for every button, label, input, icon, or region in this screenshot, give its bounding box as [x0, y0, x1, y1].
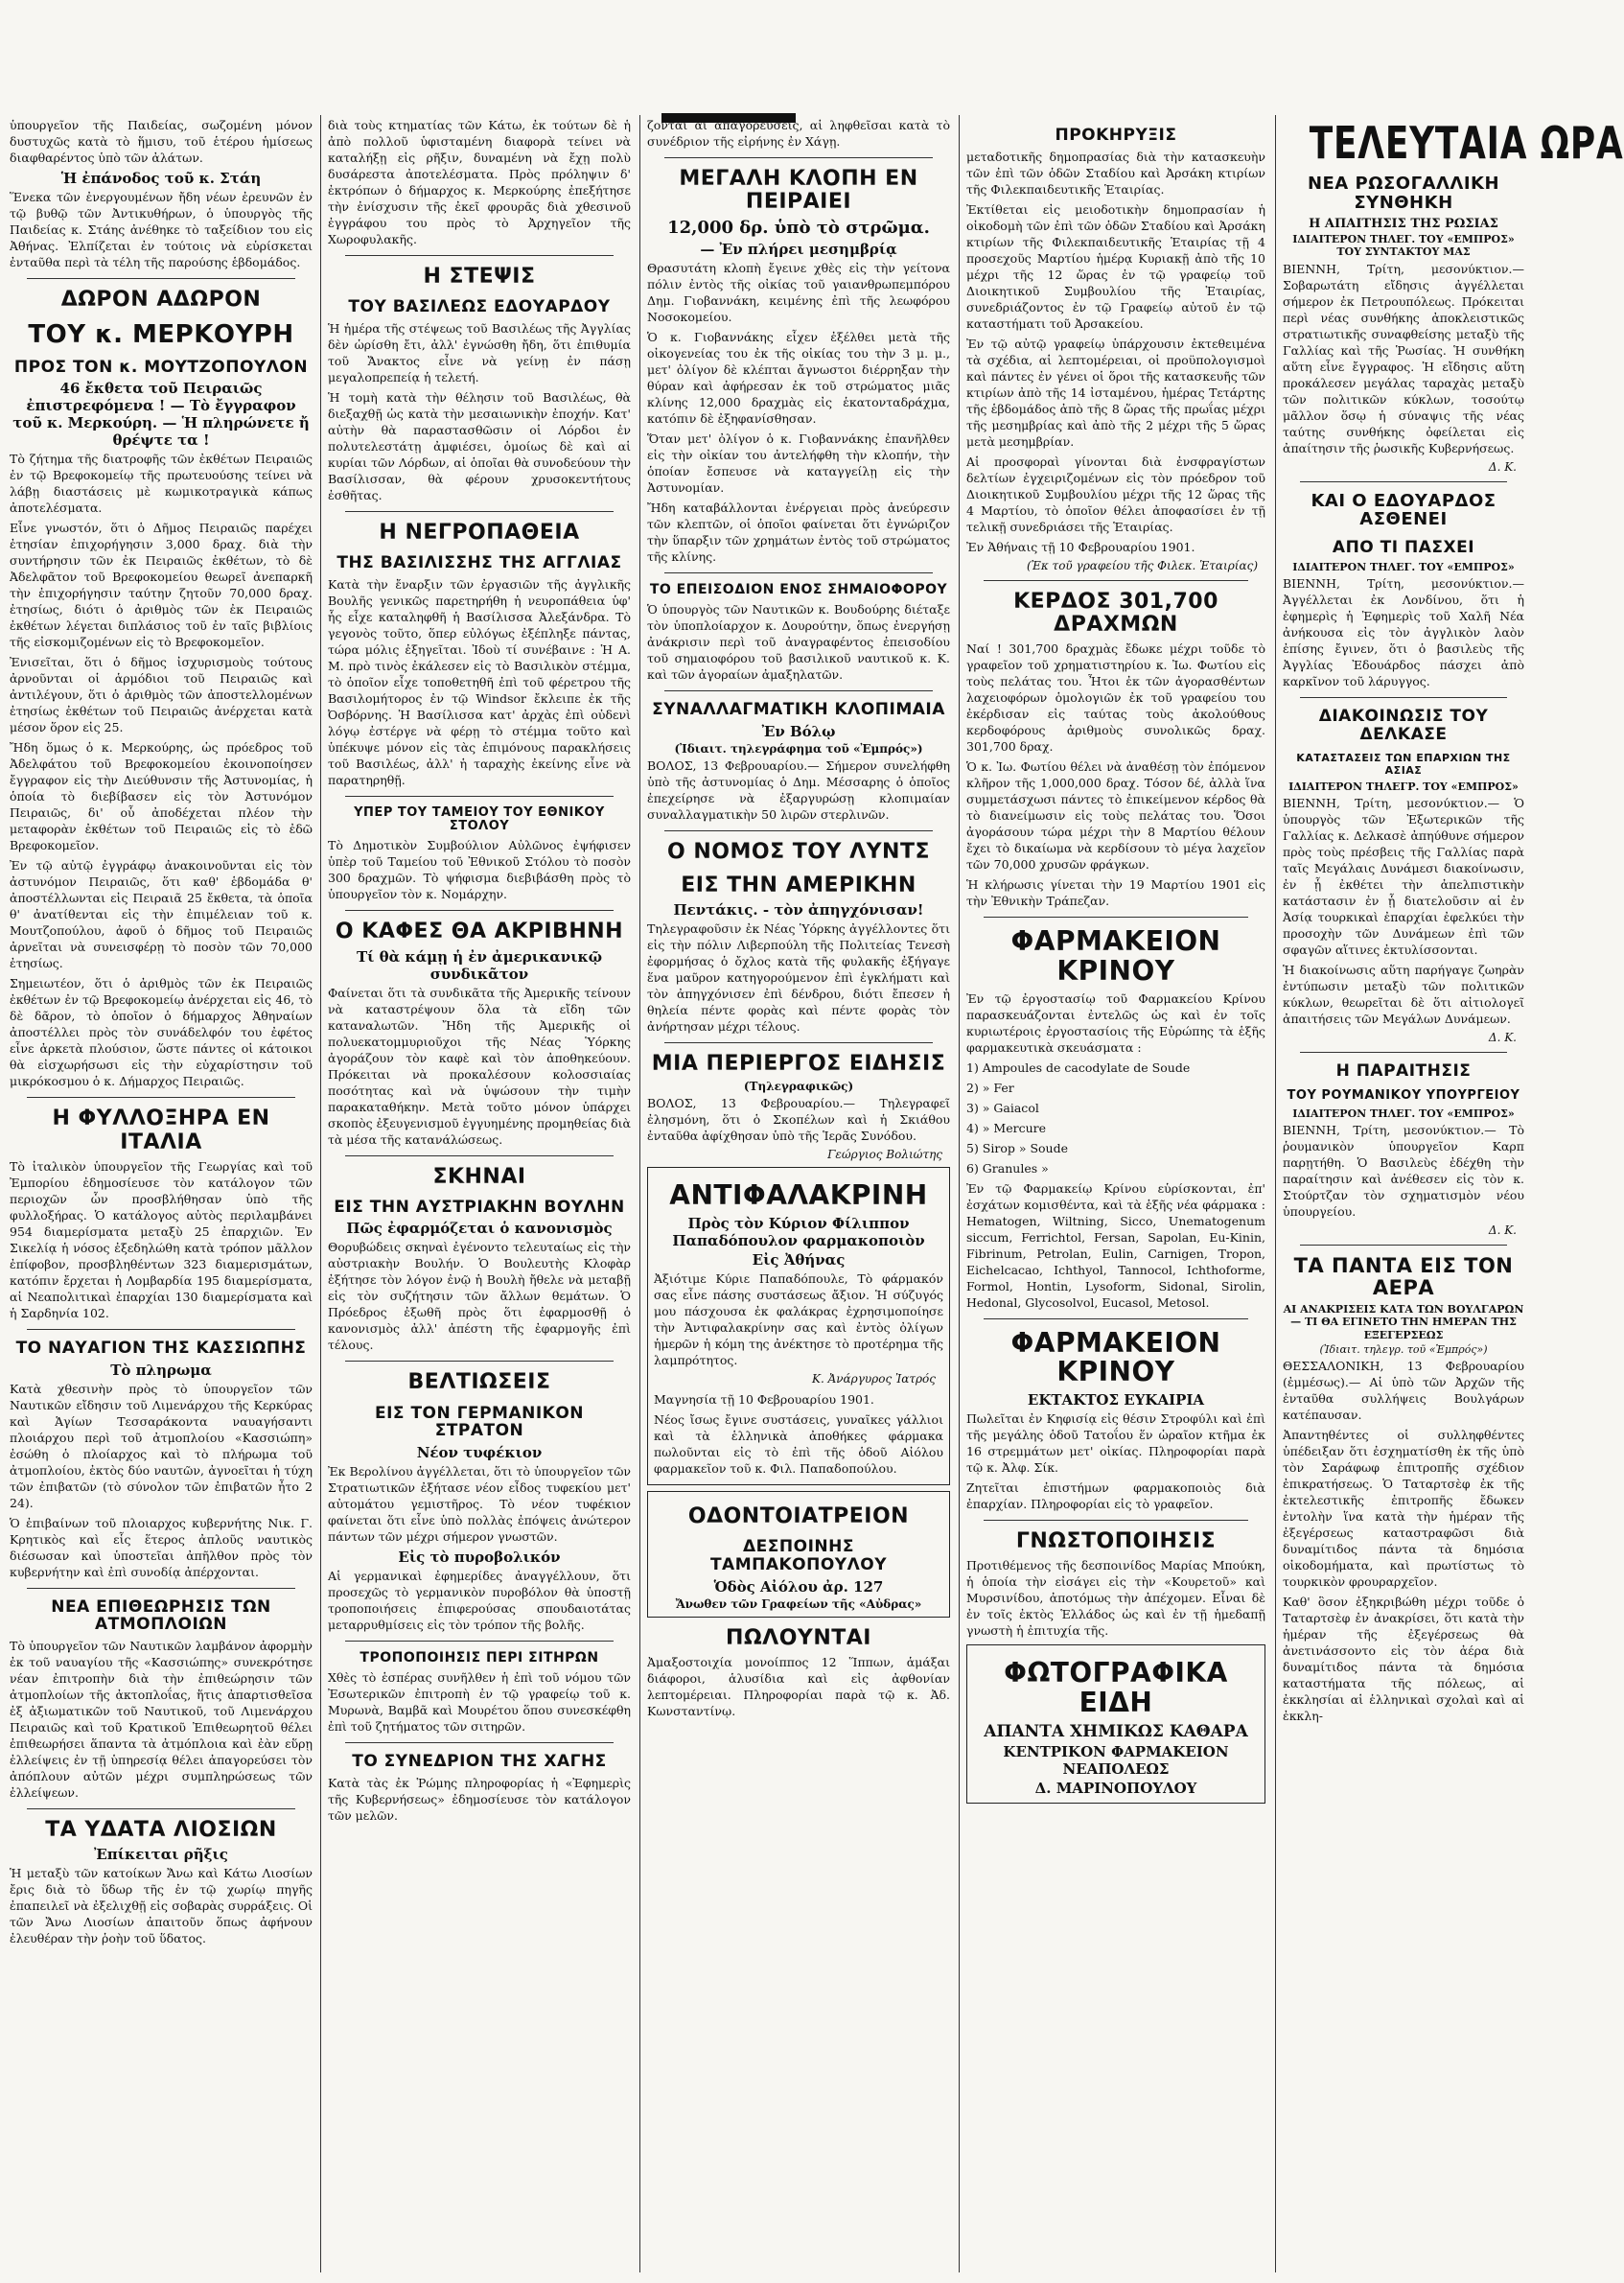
- headline: ΝΕΑ ΡΩΣΟΓΑΛΛΙΚΗ ΣΥΝΘΗΚΗ: [1307, 174, 1500, 213]
- article-body: Ἐκ Βερολίνου ἀγγέλλεται, ὅτι τὸ ὑπουργεῖον τῶν Στρατιωτικῶν ἐξήτασε νέον εἶδος τυφεκίου μετ' αὐτομάτου γεμιστῆρος. Τὸ νέον τυφέκιον φαίνεται ὅτι εἶνε ὑπὸ πολλὰς ἐπόψεις ἀνώτερον πάντων τῶν μέχρι σήμερον γνωστῶν.: [328, 1463, 631, 1544]
- subheadline: Ἐν Βόλῳ: [761, 723, 836, 741]
- advertisement: [647, 1167, 950, 1485]
- article-body: Τὸ ζήτημα τῆς διατροφῆς τῶν ἐκθέτων Πειραιῶς ἐν τῷ Βρεφοκομείῳ τῆς πρωτευούσης τείνει νὰ λάβῃ διαστάσεις μὲ κωμικοτραγικὰ κάπως ἀποτελέσματα.: [10, 452, 313, 516]
- article-continuation: ὑπουργεῖον τῆς Παιδείας, σωζομένη μόνον δυστυχῶς κατὰ τὸ ἥμισυ, τοῦ ἑτέρου ἡμίσεως διαφθαρέντος ὑπὸ τῶν ἀλάτων.: [10, 118, 313, 165]
- article-body: Ἡ μεταξὺ τῶν κατοίκων Ἄνω καὶ Κάτω Λιοσίων ἔρις διὰ τὸ ὕδωρ τῆς ἐν τῷ χωρίῳ πηγῆς ἐπαπειλεῖ νὰ ἐξελιχθῇ εἰς σοβαρὰς συρράξεις. Οἱ τῶν Ἄνω Λιοσίων ἀπαιτοῦν ὅπως ἀφήνουν ἐλευθέραν τὴν ῥοὴν τοῦ ὕδατος.: [10, 1866, 313, 1946]
- article-body: Θρασυτάτη κλοπὴ ἔγεινε χθὲς εἰς τὴν γείτονα πόλιν ἐντὸς τῆς οἰκίας τοῦ γαιανθρωπεμπόρου Δημ. Γιοβαννάκη, κειμένης ἐπὶ τῆς λεωφόρου Νοσοκομείου.: [647, 260, 950, 324]
- product-list: [966, 1060, 1265, 1176]
- dateline: Ἐν Ἀθήναις τῇ 10 Φεβρουαρίου 1901.: [966, 539, 1195, 554]
- subheadline: Πῶς ἐφαρμόζεται ὁ κανονισμὸς: [346, 1220, 613, 1238]
- article-body: Ὁ κ. Ἰω. Φωτίου θέλει νὰ ἀναθέσῃ τὸν ἐπόμενον κλῆρον τῆς 1,000,000 δραχ. Τόσον δέ, ἀλλὰ ἵνα συμμετάσχωσι πάντες τὸ ἐπικείμενον κέρδος θὰ τὸ διανείμωσιν εἰς τοὺς πελάτας του. Ὅσοι ἀγοράσουν τώρα μέχρι τὴν 8 Μαρτίου θέλουν ἔχει τὸ δικαίωμα νὰ κερδίσουν τὸ μέγα λαχεῖον τῶν 70,000 χρυσῶν φράγκων.: [966, 759, 1265, 873]
- headline: ΔΕΣΠΟΙΝΗΣ ΤΑΜΠΑΚΟΠΟΥΛΟΥ: [709, 1537, 888, 1575]
- subheadline: ΙΔΙΑΙΤΕΡΟΝ ΤΗΛΕΓ. ΤΟΥ «ΕΜΠΡΟΣ»: [1292, 1107, 1515, 1120]
- headline: ΤΟ ΝΑΥΑΓΙΟΝ ΤΗΣ ΚΑΣΣΙΩΠΗΣ: [15, 1338, 307, 1358]
- column-1: [10, 117, 313, 1950]
- signature: Δ. Κ.: [1488, 1030, 1517, 1044]
- headline: ΤΕΛΕΥΤΑΙΑ ΩΡΑ: [1309, 117, 1624, 169]
- headline: ΜΕΓΑΛΗ ΚΛΟΠΗ ΕΝ ΠΕΙΡΑΙΕΙ: [679, 167, 918, 215]
- article-body: Ἐν τῷ αὐτῷ ἐγγράφῳ ἀνακοινοῦνται εἰς τὸν ἀστυνόμον Πειραιῶς, ὅτι καθ' ἑβδομάδα θ' ἀποστέλλωνται εἰς Πειραιᾶ 25 ἔκθετα, τὰ ὁποῖα θ' ἀνατίθενται εἰς τὴν ἐπιμέλειαν τοῦ κ. Μουτζοπούλου, ἀφοῦ ὁ δῆμος τοῦ Πειραιῶς ἀρνεῖται νὰ συνεισφέρῃ τὸ ποσὸν τῶν 70,000 ἐτησίως.: [10, 858, 313, 971]
- article-body: Νέος ἴσως ἔγινε συστάσεις, γυναῖκες γάλλιοι καὶ τὰ ἑλληνικὰ ἀποθήκες φάρμακα πωλοῦνται εἰς τὸ ἐπὶ τῆς ὁδοῦ Αἰόλου φαρμακεῖον τοῦ κ. Φιλ. Παπαδοπούλου.: [654, 1412, 943, 1477]
- headline: ΣΥΝΑΛΛΑΓΜΑΤΙΚΗ ΚΛΟΠΙΜΑΙΑ: [652, 700, 945, 720]
- headline: ΤΟ ΣΥΝΕΔΡΙΟΝ ΤΗΣ ΧΑΓΗΣ: [352, 1752, 607, 1772]
- subheadline: Η ΑΠΑΙΤΗΣΙΣ ΤΗΣ ΡΩΣΙΑΣ: [1309, 216, 1498, 231]
- subheadline: Τί θὰ κάμῃ ἡ ἐν ἀμερικανικῷ συνδικᾶτον: [356, 947, 603, 983]
- subheadline: Τὸ πληρωμα: [110, 1361, 212, 1379]
- signature: Δ. Κ.: [1488, 1223, 1517, 1237]
- headline: ΓΝΩΣΤΟΠΟΙΗΣΙΣ: [1015, 1529, 1217, 1554]
- article-body: Ἀμαξοστοιχία μονοίππος 12 Ἵππων, ἁμάξαι διάφοροι, ἁλυσίδια καὶ εἰς ἀφθονίαν λεπτομέρειαι. Πληροφορίαι παρὰ τῷ κ. Ἀδ. Κωνσταντίνῳ.: [647, 1655, 950, 1719]
- article-body: ΒΟΛΟΣ, 13 Φεβρουαρίου.— Τηλεγραφεῖ ἐλησμόνη, ὅτι ὁ Σκοπέλων καὶ ἡ Σκιάθου ἐνταῦθα ἀφίχθησαν ὑπὸ τῆς Ἱερᾶς Συνόδου.: [647, 1096, 950, 1144]
- headline: Η ΠΑΡΑΙΤΗΣΙΣ: [1335, 1060, 1472, 1081]
- article-body: ΒΙΕΝΝΗ, Τρίτη, μεσονύκτιον.— Σοβαρωτάτη εἴδησις ἀγγέλλεται σήμερον ἐκ Πετρουπόλεως. Πρόκειται περὶ νέας συνθήκης ἀποκλειστικῶς στρατιωτικῆς συναφθείσης μεταξὺ τῆς Γαλλίας καὶ τῆς Ῥωσίας. Ἡ συνθήκη αὕτη εἶνε ἔγγραφος. Ἡ εἴδησις αὕτη προκάλεσεν μεγάλας ταραχὰς μεταξὺ τῶν πολιτικῶν κύκλων, τοσούτῳ μᾶλλον ὅσῳ ἡ σύναψις τῆς νέας ταύτης συνθήκης ὀφείλεται εἰς ἀπαίτησιν τῆς ῥωσικῆς Κυβερνήσεως.: [1283, 261, 1524, 455]
- article-body: Προτιθέμενος τῆς δεσποινίδος Μαρίας Μπούκη, ἡ ὁποία τὴν εἰσάγει εἰς τὴν «Κουρετοῦ» καὶ Μυρσινίδου, ἀποτόμως τὴν ἀπέχομεν. Εἶναι δὲ ἐν τοῖς ἐκτὸς Ἑλλάδος ὡς καὶ ἐν τῇ ἡμεδαπῇ γνωστὴ ἡ ἐπιτυχία τῆς.: [966, 1558, 1265, 1639]
- article-body: Ἐν τῷ Φαρμακείῳ Κρίνου εὑρίσκονται, ἐπ' ἐσχάτων κομισθέντα, καὶ τὰ ἑξῆς νέα φάρμακα : Hematogen, Wiltning, Sicco, Unematogenum siccum, Ferrichtol, Fersan, Sapolan, Eu-Kinin, Fibrinum, Petrolan, Eulin, Carnigen, Tropon, Eichelcacao, Ichthyol, Tannocol, Ichthoforme, Formol, Hontin, Lysoform, Sidonal, Sirolin, Hedonal, Glycosolvol, Eucasol, Metosol.: [966, 1180, 1265, 1310]
- column-4: [966, 117, 1265, 1809]
- headline: ΤΡΟΠΟΠΟΙΗΣΙΣ ΠΕΡΙ ΣΙΤΗΡΩΝ: [360, 1649, 599, 1666]
- list-item: 3) » Gaiacol: [966, 1100, 1039, 1115]
- subheadline: 46 ἔκθετα τοῦ Πειραιῶς ἐπιστρεφόμενα ! — Τὸ ἔγγραφον τοῦ κ. Μερκούρη. — Ἡ πληρώνετε ἤ θρέψτε τα !: [12, 380, 310, 450]
- subheadline: (Τηλεγραφικῶς): [743, 1080, 854, 1093]
- headline: ΦΑΡΜΑΚΕΙΟΝ ΚΡΙΝΟΥ: [1010, 925, 1221, 987]
- headline: ΜΙΑ ΠΕΡΙΕΡΓΟΣ ΕΙΔΗΣΙΣ: [651, 1051, 946, 1076]
- column-divider: [959, 115, 960, 2272]
- article-body: Ὁ ὑπουργὸς τῶν Ναυτικῶν κ. Βουδούρης διέταξε τὸν ὑποπλοίαρχον κ. Δουρούτην, ὅπως ἐνεργήσῃ ἀνάκρισιν περὶ τοῦ ἀναγραφέντος ἐπεισοδίου τοῦ σημαιοφόρου τοῦ βασιλικοῦ ναυτικοῦ κ. Κ. καὶ τῶν ἀγοραίων ἀμαξηλατῶν.: [647, 602, 950, 683]
- subheadline: 12,000 δρ. ὑπὸ τὸ στρῶμα.: [667, 218, 930, 239]
- article-continuation: ζονται αἱ ἀπαγορεύσεις, αἱ ληφθεῖσαι κατὰ τὸ συνέδριον τῆς εἰρήνης ἐν Χάγῃ.: [647, 118, 950, 149]
- subheadline: Ἄνωθεν τῶν Γραφείων τῆς «Αὐδρας»: [675, 1596, 922, 1611]
- headline: ΤΗΣ ΒΑΣΙΛΙΣΣΗΣ ΤΗΣ ΑΓΓΛΙΑΣ: [336, 553, 622, 573]
- article-body: Ἀξιότιμε Κύριε Παπαδόπουλε, Τὸ φάρμακόν σας εἶνε πάσης συστάσεως ἄξιον. Ἡ σύζυγός μου πάσχουσα ἐκ φαλάκρας ἐχρησιμοποίησε τὴν Ἀντιφαλακρίνην σας καὶ ἐντὸς ὀλίγων ἡμερῶν ἡ κόμη της ἀνέκτησε τὸ προτέρημα τῆς λαμπρότητος.: [654, 1271, 943, 1368]
- headline: ΕΙΣ ΤΗΝ ΑΜΕΡΙΚΗΝ: [681, 873, 916, 897]
- article-body: Ὁ κ. Γιοβαννάκης εἶχεν ἐξέλθει μετὰ τῆς οἰκογενείας του ἐκ τῆς οἰκίας του τὴν 3 μ. μ., μετ' ὀλίγον δὲ κλέπται ἄγνωστοι διέρρηξαν τὴν θύραν καὶ ἀφήρεσαν ἐκ τοῦ στρώματος μιᾶς κλίνης 12,000 δραχμὰς εἰς ἑκατονταδράχμα, κατόπιν δὲ ἐξηφανίσθησαν.: [647, 329, 950, 426]
- article-body: Ναί ! 301,700 δραχμὰς ἔδωκε μέχρι τοῦδε τὸ γραφεῖον τοῦ χρηματιστηρίου κ. Ἰω. Φωτίου εἰς τοὺς πελάτας του. Ἦτοι ἐκ τῶν ἀγορασθέντων λαχειοφόρων ὁμολογιῶν ἐκ τοῦ γραφείου του ἐκέρδισαν εἰς ταύτας τοὺς ἀκολούθους κερδοφόρους ἀριθμοὺς συνολικῶς δραχ. 301,700 δραχ.: [966, 641, 1265, 755]
- article-body: Ἡ διακοίνωσις αὕτη παρήγαγε ζωηρὰν ἐντύπωσιν μεταξὺ τῶν πολιτικῶν κύκλων, θεωρεῖται δὲ ὅτι αἰτιολογεῖ ἀπαιτήσεις τῶν Μεγάλων Δυνάμεων.: [1283, 962, 1524, 1026]
- list-item: 5) Sirop » Soude: [966, 1140, 1068, 1155]
- subheadline: Δ. ΜΑΡΙΝΟΠΟΥΛΟΥ: [1034, 1780, 1197, 1798]
- article-body: Ἐν τῷ αὐτῷ γραφείῳ ὑπάρχουσιν ἐκτεθειμένα τὰ σχέδια, αἱ λεπτομέρειαι, οἱ προϋπολογισμοὶ καὶ πάντες ἐν γένει οἱ ὅροι τῆς κατασκευῆς τῶν κτιρίων ἀπὸ τῆς 14 ἰσταμένου, ἡμέρας Τετάρτης τῆς ἑβδομάδος ἀπὸ τῆς 8 ὥρας τῆς πρωΐας μέχρι τῆς μεσημβρίας καὶ ἀπὸ τῆς 2 μέχρι τῆς 5 ὥρας μετὰ μεσημβρίαν.: [966, 336, 1265, 449]
- article-body: Ἐνισεῖται, ὅτι ὁ δῆμος ἰσχυρισμοὺς τούτους ἀρνοῦνται οἱ ἁρμόδιοι τοῦ Πειραιῶς καὶ ἀντιλέγουν, ὅτι ὁ ἀριθμὸς τῶν ἀποστελλομένων ἐτησίως ἐκθέτων τοῦ Πειραιῶς ἀνέρχεται κατὰ μέσον ὅρον εἰς 25.: [10, 655, 313, 735]
- section-title: Ἡ ἐπάνοδος τοῦ κ. Στάη: [60, 170, 262, 187]
- article-body: Φαίνεται ὅτι τὰ συνδικᾶτα τῆς Ἀμερικῆς τείνουν νὰ καταστρέψουν ὅλα τὰ εἴδη τῶν καταναλωτῶν. Ἤδη τῆς Ἀμερικῆς οἱ πολυεκατομμυριοῦχοι τῆς Νέας Ὑόρκης ἀγοράζουν τὸν καφὲ καὶ τὸν ἀποθηκεύουν. Πρόκειται νὰ προκαλέσουν κολοσσιαίας ποσότητας καὶ νὰ ὑψώσουν τὴν τιμὴν παρακαταθήκην. Μετὰ τοῦτο μόνον ὑπάρχει σκοπὸς ἐξευγενισμοῦ ἐγγυημένης προμηθείας διὰ τὰ μέσα τῆς κατανάλώσεως.: [328, 985, 631, 1147]
- headline: ΦΑΡΜΑΚΕΙΟΝ ΚΡΙΝΟΥ: [1010, 1326, 1221, 1388]
- article-body: ΘΕΣΣΑΛΟΝΙΚΗ, 13 Φεβρουαρίου (ἐμμέσως).— Αἱ ὑπὸ τῶν Ἀρχῶν τῆς ἐνταῦθα συλλήψεις Βουλγάρων κατέπαυσαν.: [1283, 1358, 1524, 1422]
- article-body: Ἀπαντηθέντες οἱ συλληφθέντες ὑπέδειξαν ὅτι ἐσχηματίσθη ἐκ τῆς ὑπὸ τὸν Σαράφωφ ἐπιτροπῆς σχέδιον ἐπικρατήσεως. Ὁ Ταταρτσὲφ ἐκ τῆς ἐκτελεστικῆς ἐπιτροπῆς ἔδωκεν ἐντολὴν ἵνα κατὰ τὴν ἡμέραν τῆς ἐξεγέρσεως καταστραφῶσι διὰ δυναμίτιδος πάντα τὰ δημόσια οἰκοδομήματα, καὶ πρωτίστως τὸ τουρκικὸν φρουραρχεῖον.: [1283, 1427, 1524, 1589]
- article-body: Καθ' ὃσον ἐξηκριβώθη μέχρι τοῦδε ὁ Ταταρτσὲφ ἐν ἀνακρίσει, ὅτι κατὰ τὴν ἡμέραν τῆς ἐξεγέρσεως θὰ ἀνετινάσσοντο εἰς τὸν ἀέρα διὰ δυναμίτιδος πάντα τὰ δημόσια καταστήματα τῆς πόλεως, αἱ ἐκκλησίαι αἱ ἑλληνικαὶ σχολαὶ καὶ αἱ ἐκκλη-: [1283, 1594, 1524, 1723]
- headline: Ο ΚΑΦΕΣ ΘΑ ΑΚΡΙΒΗΝΗ: [335, 920, 624, 944]
- article-body: ΒΙΕΝΝΗ, Τρίτη, μεσονύκτιον.— Ὁ ὑπουργὸς τῶν Ἐξωτερικῶν τῆς Γαλλίας κ. Δελκασὲ ἀπηύθυνε σήμερον πρὸς τοὺς πρέσβεις τῆς Γαλλίας παρὰ ταῖς Μεγάλαις Δυνάμεσι διακοίνωσιν, ἐν ᾗ ἐκθέτει τὴν ἀπελπιστικὴν κατάστασιν ἐν ᾗ διατελοῦσιν αἱ ἐν Ἀσίᾳ τουρκικαὶ ἐπαρχίαι ἐφελκύει τὴν προσοχὴν τῶν Δυνάμεων ἐπὶ τῶν σφαγῶν αἵτινες ἐκτυλίσσονται.: [1283, 795, 1524, 957]
- article-body: Ζητεῖται ἐπιστήμων φαρμακοποιὸς διὰ ἐπαρχίαν. Πληροφορίαι εἰς τὸ γραφεῖον.: [966, 1480, 1265, 1512]
- headline: ΚΕΡΔΟΣ 301,700 ΔΡΑΧΜΩΝ: [1013, 589, 1218, 637]
- list-item: 6) Granules »: [966, 1160, 1049, 1176]
- list-item: 2) » Fer: [966, 1080, 1014, 1095]
- headline: ΠΡΟΣ ΤΟΝ κ. ΜΟΥΤΖΟΠΟΥΛΟΝ: [13, 357, 309, 377]
- article-body: Τὸ ὑπουργεῖον τῶν Ναυτικῶν λαμβάνον ἀφορμὴν ἐκ τοῦ ναυαγίου τῆς «Κασσιώπης» συνεκρότησε νέαν ἐπιτροπὴν διὰ τὴν ἐπιθεώρησιν τῶν ἀτμοπλοίων τῆς ἀκτοπλοΐας, ἥτις ἀπαρτισθεῖσα ἐξ ἀξιωματικῶν τοῦ Ναυτικοῦ, τοῦ Λιμενάρχου Πειραιῶς καὶ τοῦ Κρατικοῦ Ἐπιθεωρητοῦ θέλει ἐπιθεωρήσει ἅπαντα τὰ ἀτμόπλοια καὶ ἐὰν εὕρῃ ἐλλείψεις ἐν τῇ ὑπηρεσίᾳ θέλει ἀπαγορεύσει τὸν ἀπόπλουν αὐτῶν μέχρι συμπληρώσεως τῶν ἐλλείψεων.: [10, 1638, 313, 1800]
- advertisement: [966, 1644, 1265, 1804]
- headline: ΝΕΑ ΕΠΙΘΕΩΡΗΣΙΣ ΤΩΝ ΑΤΜΟΠΛΟΙΩΝ: [51, 1596, 271, 1635]
- article-body: Θορυβώδεις σκηναὶ ἐγένοντο τελευταίως εἰς τὴν αὐστριακὴν Βουλήν. Ὁ Βουλευτὴς Κλοφὰρ ἐξήτησε τὸν λόγον ἐνῷ ἡ Βουλὴ ἤθελε νὰ μεταβῇ εἰς τὸν συζήτησιν τῶν ἄλλων θεμάτων. Ὁ Πρόεδρος ἐξωθῆ πρὸς ὅτι ἐφαρμοσθῇ ὁ κανονισμὸς ἀλλ' ἀπέστη τῆς ἐφαρμογῆς ἐπὶ τέλους.: [328, 1240, 631, 1353]
- headline: ΕΙΣ ΤΟΝ ΓΕΡΜΑΝΙΚΟΝ ΣΤΡΑΤΟΝ: [374, 1403, 585, 1441]
- subheadline: Πεντάκις. - τὸν ἀπηγχόνισαν!: [673, 900, 924, 919]
- article-body: Τὸ ἰταλικὸν ὑπουργεῖον τῆς Γεωργίας καὶ τοῦ Ἐμπορίου ἐδημοσίευσε τὸν κατάλογον τῶν περιοχῶν ὧν προσβλήθησαν ὑπὸ τῆς φυλλοξήρας. Ὁ κατάλογος αὐτὸς περιλαμβάνει 954 διαμερίσματα μεταξὺ 25 ἐπαρχιῶν. Ἐν Σικελίᾳ ἡ νόσος ἐξεδηλώθη κατὰ τρόπον μᾶλλον ἐπίφοβον, προσβληθέντων 323 διαμερισμάτων, κατόπιν ἔρχεται ἡ Λομβαρδία 195 διαμερίσματα, αἱ Νεαπολιτικαὶ ἐπαρχίαι 130 διαμερίσματα καὶ ἡ Σαρδηνία 102.: [10, 1158, 313, 1320]
- signature: Γεώργιος Βολιώτης: [827, 1148, 942, 1162]
- subheadline: ΙΔΙΑΙΤΕΡΟΝ ΤΗΛΕΓΡ. ΤΟΥ «ΕΜΠΡΟΣ»: [1288, 780, 1519, 793]
- article-body: Ἡ ἡμέρα τῆς στέψεως τοῦ Βασιλέως τῆς Ἀγγλίας δὲν ὡρίσθη ἔτι, ἀλλ' ἐγνώσθη ἤδη, ὅτι ἐπιθυμία τοῦ Ἄνακτος εἶνε νὰ γείνῃ ἐν πάσῃ μεγαλοπρεπείᾳ ἡ τελετή.: [328, 320, 631, 384]
- column-3: [647, 117, 950, 1723]
- headline: ΑΠΟ ΤΙ ΠΑΣΧΕΙ: [1332, 538, 1475, 558]
- headline: Η ΝΕΓΡΟΠΑΘΕΙΑ: [379, 520, 580, 545]
- article-body: ΒΟΛΟΣ, 13 Φεβρουαρίου.— Σήμερον συνελήφθη ὑπὸ τῆς ἀστυνομίας ὁ Δημ. Μέσσαρης ὁ ὁποῖος ἐπεχείρησε νὰ ἐξαργυρώσῃ κλοπιμαίαν συναλλαγματικὴν 50 λιρῶν στερλινῶν.: [647, 758, 950, 823]
- article-body: Τηλεγραφοῦσιν ἐκ Νέας Ὑόρκης ἀγγέλλοντες ὅτι εἰς τὴν πόλιν Λιβερπούλη τῆς Πολιτείας Τενεσὴ ἐφορμήσας ὁ ὄχλος κατὰ τῆς φυλακῆς ἐξήγαγε ἕνα μαῦρον κατηγορούμενον ἐπὶ ἐγκλήματι καὶ τὸν ἀπηγχόνισεν ἐπὶ δένδρου, διότι ἔπεσεν ἡ θηλεία πέντε φορὰς καὶ πέντε φορὰς τὸν ἀνήρτησαν μέχρι τέλους.: [647, 920, 950, 1034]
- article-body: ΒΙΕΝΝΗ, Τρίτη, μεσονύκτιον.— Τὸ ῥουμανικὸν ὑπουργεῖον Καρπ παρῃτήθη. Ὁ Βασιλεὺς ἐδέχθη τὴν παραίτησιν καὶ ἀνέθεσεν εἰς τὸν κ. Στούρτζαν τὸν σχηματισμὸν νέου ὑπουργείου.: [1283, 1122, 1524, 1219]
- headline: ΤΟ ΕΠΕΙΣΟΔΙΟΝ ΕΝΟΣ ΣΗΜΑΙΟΦΟΡΟΥ: [649, 581, 948, 597]
- article-body: Αἱ προσφοραὶ γίνονται διὰ ἐνσφραγίστων δελτίων ἐγχειριζομένων εἰς τὸν πρόεδρον τοῦ Διοικητικοῦ Συμβουλίου μέχρι τῆς 12 ὥρας τῆς 4 Μαρτίου, τὸ ὁποῖον θέλει ἀποφασίσει ἐν τῇ τελικῇ συνεδριάσει τῆς Ἑταιρίας.: [966, 454, 1265, 534]
- headline: ΣΚΗΝΑΙ: [432, 1164, 526, 1189]
- list-item: 1) Ampoules de cacodylate de Soude: [966, 1060, 1191, 1075]
- article-body: Ἐν τῷ ἐργοστασίῳ τοῦ Φαρμακείου Κρίνου παρασκευάζονται ἐντελῶς ὡς καὶ ἐν τοῖς κυριωτέροις ἐργοστασίοις τῆς Εὐρώπης τὰ ἑξῆς φαρμακευτικὰ σκευάσματα :: [966, 990, 1265, 1055]
- article-body: Ἡ τομὴ κατὰ τὴν θέλησιν τοῦ Βασιλέως, θὰ διεξαχθῇ ὡς κατὰ τὴν μεσαιωνικὴν ἐποχήν. Κατ' αὐτὴν θὰ παραστασθῶσιν οἱ Λόρδοι ἐν πολυτελεστάτῃ ἀμφιέσει, ὁμοίως δὲ καὶ αἱ κυρίαι τῶν Λόρδων, αἱ ὁποῖαι θὰ συνοδεύουν τὴν Βασίλισσαν, θὰ φέρουν χρυσοκεντήτους ἐσθῆτας.: [328, 389, 631, 502]
- column-divider: [320, 115, 321, 2272]
- subheadline: ΑΙ ΑΝΑΚΡΙΣΕΙΣ ΚΑΤΑ ΤΩΝ ΒΟΥΛΓΑΡΩΝ — ΤΙ ΘΑ ΕΓΙΝΕΤΟ ΤΗΝ ΗΜΕΡΑΝ ΤΗΣ ΕΞΕΓΕΡΣΕΩΣ: [1283, 1303, 1524, 1341]
- headline: ΔΩΡΟΝ ΑΔΩΡΟΝ: [60, 288, 262, 312]
- subheadline: Νέον τυφέκιον: [416, 1443, 543, 1461]
- subheadline: Εἰς Ἀθήνας: [752, 1251, 846, 1270]
- subheadline: Εἰς τὸ πυροβολικόν: [398, 1548, 561, 1566]
- headline: ΤΟΥ κ. ΜΕΡΚΟΥΡΗ: [28, 320, 294, 350]
- article-body: ΒΙΕΝΝΗ, Τρίτη, μεσονύκτιον.— Ἀγγέλλεται ἐκ Λονδίνου, ὅτι ἡ ἐφημερὶς ἡ Ἐφημερὶς τοῦ Χαλῆ Νέα ἀνήκουσα εἰς τὸν ἀγγλικὸν λαὸν ἐπίσης ἔγινεν, ὅτι ὁ βασιλεὺς τῆς Ἀγγλίας Ἐδουάρδος πάσχει ἀπὸ καρκῖνον τοῦ λάρυγγος.: [1283, 576, 1524, 689]
- signature: Δ. Κ.: [1488, 459, 1517, 474]
- headline: ΠΡΟΚΗΡΥΞΙΣ: [1055, 126, 1177, 145]
- headline: ΦΩΤΟΓΡΑΦΙΚΑ ΕΙΔΗ: [1004, 1657, 1228, 1719]
- signature: (Ἐκ τοῦ γραφείου τῆς Φιλεκ. Ἑταιρίας): [1026, 558, 1258, 572]
- article-body: Κατὰ τὴν ἔναρξιν τῶν ἐργασιῶν τῆς ἀγγλικῆς Βουλῆς γενικῶς παρετηρήθη ἡ νευροπάθεια ὑφ' ἧς εἶχε καταληφθῆ ἡ Βασίλισσα Ἀλεξάνδρα. Τὸ γεγονὸς τοῦτο, ὅπερ εὐλόγως ἐξέπληξε πάντας, τώρα μόλις ἐξηγεῖται. Ἰδοὺ τί συνέβαινε : Ἡ Α. Μ. πρὸ τινὸς ἐκάλεσεν εἰς τὸ Βασιλικὸν στέμμα, τὸ ὁποῖον εἶχε τοποθετηθῆ ἐπὶ τοῦ φέρετρου τῆς Βασιλομήτορος ἐν τῷ Windsor ἔκλειπε ἐκ τῆς Ὀσβόρνης. Ἡ Βασίλισσα κατ' ἀρχὰς ἐπὶ οὐδενὶ λόγῳ ἐστέργε νὰ φέρῃ τὸ στέμμα τοῦτο καὶ ὑπέκυψε μόνον εἰς τὰς ἐπιμόνους παρακλήσεις τοῦ Βασιλέως, ἀλλ' ἡ ταραχὴς ἐκείνης εἶνε νὰ παρατηρηθῇ.: [328, 576, 631, 787]
- column-divider: [639, 115, 640, 2272]
- article-body: Ἕνεκα τῶν ἐνεργουμένων ἤδη νέων ἐρευνῶν ἐν τῷ βυθῷ τῶν Ἀντικυθήρων, ὁ ὑπουργὸς τῆς Παιδείας κ. Στάης ἀνέθηκε τὸ ταξείδιον του εἰς Ἀθήνας. Ἐλπίζεται ἐν τούτοις νὰ εὑρίσκεται ἐνταῦθα περὶ τὰ τέλη τῆς παρούσης ἑβδομάδος.: [10, 190, 313, 269]
- subheadline: — Ἐν πλήρει μεσημβρίᾳ: [700, 240, 897, 258]
- column-divider: [1275, 115, 1276, 2272]
- headline: ΥΠΕΡ ΤΟΥ ΤΑΜΕΙΟΥ ΤΟΥ ΕΘΝΙΚΟΥ ΣΤΟΛΟΥ: [354, 804, 605, 834]
- headline: ΤΑ ΠΑΝΤΑ ΕΙΣ ΤΟΝ ΑΕΡΑ: [1293, 1253, 1514, 1300]
- subheadline: ΙΔΙΑΙΤΕΡΟΝ ΤΗΛΕΓ. ΤΟΥ «ΕΜΠΡΟΣ»: [1292, 560, 1515, 573]
- headline: ΒΕΛΤΙΩΣΕΙΣ: [407, 1370, 551, 1395]
- article-body: Κατὰ χθεσινὴν πρὸς τὸ ὑπουργεῖον τῶν Ναυτικῶν εἴδησιν τοῦ Λιμενάρχου τῆς Κερκύρας καὶ Ἁγίων Τεσσαράκοντα ναυαγήσαντι πλοιάρχου περὶ τοῦ ἀτμοπλοίου «Κασσιώπη» ἐσώθη ὁ πλοίαρχος καὶ τὸ πλήρωμα τοῦ ἀτμοπλοίου, ἐκτὸς δύο ναυτῶν, ἀγνοεῖται ἡ τύχη τῶν ἐπιβατῶν (τὸ σύνολον τῶν ἐπιβατῶν ἦτο 2 24).: [10, 1381, 313, 1510]
- article-body: Εἶνε γνωστόν, ὅτι ὁ Δῆμος Πειραιῶς παρέχει ἐτησίαν ἐπιχορήγησιν 3,000 δραχ. διὰ τὴν συντήρησιν τῶν ἐκ Πειραιῶς ἐκθέτων, τὸ δὲ Ἀδελφᾶτον τοῦ Βρεφοκομείου θεωρεῖ ἀνεπαρκῆ τὴν ἐπιχορήγησιν ταύτην ζητοῦν 70,000 δραχ. ἐτησίως, διότι ὁ ἀριθμὸς τῶν ἐκ Πειραιῶς ἐκθέτων λέγεται διπλάσιος τοῦ ἐν ταῖς βιβλίοις τῆς εἰσκομιζομένων εἰς τὸ Βρεφοκομεῖον.: [10, 521, 313, 650]
- headline: ΠΩΛΟΥΝΤΑΙ: [726, 1626, 871, 1651]
- subheadline: Ἐπίκειται ρῆξις: [94, 1846, 228, 1864]
- article-continuation: διὰ τοὺς κτηματίας τῶν Κάτω, ἐκ τούτων δὲ ἡ ἀπὸ πολλοῦ ὑφισταμένη διαφορὰ τείνει νὰ καταλήξῃ εἰς ρῆξιν, δυναμένη νὰ ἔχῃ πολὺ δυσάρεστα ἀποτελέσματα. Πρὸς πρόληψιν δ' ἐκτρόπων ὁ δήμαρχος κ. Μερκούρης ἐπεξήτησε τὴν ἐνίσχυσιν τῆς ἐκεῖ φρουρᾶς διὰ χθεσινοῦ ἐγγράφου του πρὸς τὸ Ἀρχηγεῖον τῆς Χωροφυλακῆς.: [328, 118, 631, 246]
- article-body: Ἐκτίθεται εἰς μειοδοτικὴν δημοπρασίαν ἡ οἰκοδομὴ τῶν ἐπὶ τῶν ὁδῶν Σταδίου καὶ Ἀρσάκη κτιρίων τῆς Φιλεκπαιδευτικῆς Ἑταιρίας τῇ 4 προσεχοῦς Μαρτίου ἡμέρᾳ Κυριακῇ ἀπὸ τῆς 10 μέχρι τῆς 12 ὥρας ἐν τῷ γραφείῳ τοῦ Διοικητικοῦ Συμβουλίου τῆς Ἑταιρίας, συνεδριάζοντος ἐν τῷ Γραφείῳ αὐτοῦ ἐν τῷ καταστήματι τοῦ Ἀρσακείου.: [966, 201, 1265, 331]
- subheadline: ΚΕΝΤΡΙΚΟΝ ΦΑΡΜΑΚΕΙΟΝ ΝΕΑΠΟΛΕΩΣ: [1003, 1743, 1229, 1779]
- article-body: Τὸ Δημοτικὸν Συμβούλιον Αὐλῶνος ἐψήφισεν ὑπὲρ τοῦ Ταμείου τοῦ Ἐθνικοῦ Στόλου τὸ ποσὸν 300 δραχμῶν. Τὸ ψήφισμα διεβιβάσθη πρὸς τὸ ὑπουργεῖον τὸν κ. Νομάρχην.: [328, 838, 631, 902]
- article-body: Ἤδη ὅμως ὁ κ. Μερκούρης, ὡς πρόεδρος τοῦ Ἀδελφάτου τοῦ Βρεφοκομείου ἐκοινοποίησεν ἔγγραφον εἰς τὴν Διεύθυνσιν τῆς Ἀστυνομίας, ἡ ὁποία τὸ διεβίβασεν εἰς τὸν Ἀστυνόμον Πειραιῶς, δι' οὗ ἀποδέχεται πλέον τὴν μεταφορὰν ἐκθέτων τοῦ Πειραιῶς εἰς τὸ ἐδῶ Βρεφοκομεῖον.: [10, 740, 313, 853]
- headline: Ο ΝΟΜΟΣ ΤΟΥ ΛΥΝΤΣ: [667, 840, 930, 865]
- headline: ΤΑ ΥΔΑΤΑ ΛΙΟΣΙΩΝ: [45, 1817, 277, 1842]
- headline: ΚΑΙ Ο ΕΔΟΥΑΡΔΟΣ ΑΣΘΕΝΕΙ: [1311, 490, 1496, 530]
- list-item: 4) » Mercure: [966, 1120, 1047, 1135]
- subheadline: (Ἰδιαιτ. τηλεγρ. τοῦ «Ἐμπρός»): [1319, 1342, 1488, 1356]
- article-body: Ἡ κλήρωσις γίνεται τὴν 19 Μαρτίου 1901 εἰς τὴν Ἐθνικὴν Τράπεζαν.: [966, 877, 1265, 909]
- headline: Η ΦΥΛΛΟΞΗΡΑ ΕΝ ΙΤΑΛΙΑ: [52, 1107, 270, 1154]
- headline: ΑΝΤΙΦΑΛΑΚΡΙΝΗ: [669, 1179, 928, 1212]
- column-5: [1283, 117, 1624, 1728]
- headline: ΕΙΣ ΤΗΝ ΑΥΣΤΡΙΑΚΗΝ ΒΟΥΛΗΝ: [334, 1197, 625, 1217]
- subheadline: (Ἰδιαιτ. τηλεγράφημα τοῦ «Ἐμπρός»): [674, 742, 923, 757]
- dateline: Μαγνησία τῇ 10 Φεβρουαρίου 1901.: [654, 1392, 874, 1408]
- column-2: [328, 117, 631, 1828]
- signature: Κ. Ἀνάργυρος Ἰατρός: [812, 1372, 936, 1386]
- subheadline: ΕΚΤΑΚΤΟΣ ΕΥΚΑΙΡΙΑ: [1027, 1391, 1205, 1409]
- article-body: Ὅταν μετ' ὀλίγον ὁ κ. Γιοβαννάκης ἐπανῆλθεν εἰς τὴν οἰκίαν του ἀντελήφθη τὴν κλοπήν, τὴν ὁποίαν ἔσπευσε νὰ καταγγείλῃ εἰς τὴν Ἀστυνομίαν.: [647, 431, 950, 495]
- article-body: Χθὲς τὸ ἑσπέρας συνῆλθεν ἡ ἐπὶ τοῦ νόμου τῶν Ἐσωτερικῶν ἐπιτροπὴ ἐν τῷ γραφείῳ τοῦ κ. Μυρωνὰ, Βαμβᾶ καὶ Μουρέτου ὅπου συνεσκέφθη ἐπὶ τοῦ ζητήματος τῶν σιτηρῶν.: [328, 1670, 631, 1735]
- article-body: μεταδοτικῆς δημοπρασίας διὰ τὴν κατασκευὴν τῶν ἐπὶ τῶν ὁδῶν Σταδίου καὶ Ἀρσάκη κτιρίων τῆς Φιλεκπαιδευτικῆς Ἑταιρίας.: [966, 149, 1265, 197]
- headline: ΤΟΥ ΡΟΥΜΑΝΙΚΟΥ ΥΠΟΥΡΓΕΙΟΥ: [1287, 1088, 1520, 1104]
- article-body: Ἤδη καταβάλλονται ἐνέργειαι πρὸς ἀνεύρεσιν τῶν κλεπτῶν, οἱ ὁποῖοι φαίνεται ὅτι ἐγνώριζον τὴν ὕπαρξιν τῶν χρημάτων ἐντὸς τοῦ στρώματος τῆς κλίνης.: [647, 500, 950, 564]
- headline: ΚΑΤΑΣΤΑΣΕΙΣ ΤΩΝ ΕΠΑΡΧΙΩΝ ΤΗΣ ΑΣΙΑΣ: [1296, 752, 1511, 777]
- article-body: Σημειωτέον, ὅτι ὁ ἀριθμὸς τῶν ἐκ Πειραιῶς ἐκθέτων ἐν τῷ Βρεφοκομείῳ ἀνέρχεται εἰς 46, τὸ δὲ δᾶρον, τὸ ὁποῖον ὁ δήμαρχος Ἀθηναίων ἀποστέλλει πρὸς τὸν συνάδελφόν του ἐφέτος εἶνε ἀρκετὰ πλούσιον, ὥστε πάντες οἱ κάτοικοι θὰ εἰσχωρήσωσι εἰς τὴν εὐχαρίστησιν τοῦ μικρόκοσμου ὁ κ. Δήμαρχος Πειραιῶς.: [10, 976, 313, 1089]
- article-body: Ὁ ἐπιβαίνων τοῦ πλοιαρχος κυβερνήτης Νικ. Γ. Κρητικὸς καὶ εἷς ἕτερος ἀπλοῦς ναυτικὸς διέσωσαν καὶ ὑποστεῖαι ἀπῆλθον πρὸς τὸν κυβερνήτην καὶ ἐπὶ συνοδίᾳ ἀπέρχονται.: [10, 1515, 313, 1579]
- advertisement: [647, 1491, 950, 1618]
- headline: ΟΔΟΝΤΟΙΑΤΡΕΙΟΝ: [687, 1504, 910, 1529]
- headline: Η ΣΤΕΨΙΣ: [423, 265, 536, 289]
- article-body: Πωλεῖται ἐν Κηφισίᾳ εἰς θέσιν Στροφύλι καὶ ἐπὶ τῆς μεγάλης ὁδοῦ Τατοΐου ἕν ὡραῖον κτῆμα ἐκ 16 στρεμμάτων μετ' οἰκίας. Πληροφορίαι παρὰ τῷ κ. Ἀλφ. Σίκ.: [966, 1411, 1265, 1476]
- subheadline: Πρὸς τὸν Κύριον Φίλιππον Παπαδόπουλον φαρμακοποιὸν: [672, 1215, 925, 1250]
- headline: ΔΙΑΚΟΙΝΩΣΙΣ ΤΟΥ ΔΕΛΚΑΣΕ: [1318, 707, 1489, 744]
- article-body: Αἱ γερμανικαὶ ἐφημερίδες ἀναγγέλλουν, ὅτι προσεχῶς τὸ γερμανικὸν πυροβόλον θὰ ὑποστῇ τροποποιήσεις ἐπιφερούσας σπουδαιοτάτας μεταρρυθμίσεις εἰς τὸν τρόπον τῆς βολῆς.: [328, 1568, 631, 1632]
- subheadline: Ὁδὸς Αἰόλου ἀρ. 127: [713, 1577, 884, 1596]
- article-body: Κατὰ τὰς ἐκ Ῥώμης πληροφορίας ἡ «Ἐφημερὶς τῆς Κυβερνήσεως» ἐδημοσίευσε τὸν κατάλογον τῶν μελῶν.: [328, 1776, 631, 1824]
- subheadline: ΙΔΙΑΙΤΕΡΟΝ ΤΗΛΕΓ. ΤΟΥ «ΕΜΠΡΟΣ» ΤΟΥ ΣΥΝΤΑΚΤΟΥ ΜΑΣ: [1292, 233, 1515, 259]
- subheadline: ΑΠΑΝΤΑ ΧΗΜΙΚΩΣ ΚΑΘΑΡΑ: [984, 1722, 1248, 1742]
- headline: ΤΟΥ ΒΑΣΙΛΕΩΣ ΕΔΟΥΑΡΔΟΥ: [348, 297, 611, 317]
